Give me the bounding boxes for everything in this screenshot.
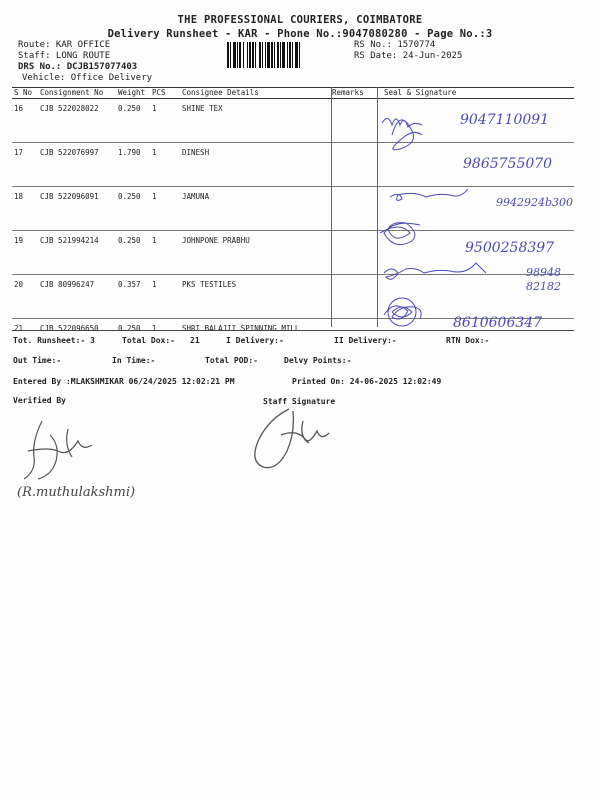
cell-pcs: 1	[150, 187, 180, 231]
vehicle-label: Vehicle: Office Delivery	[22, 73, 153, 83]
printed-on: Printed On: 24-06-2025 12:02:49	[292, 377, 442, 386]
total-runsheet: Tot. Runsheet:- 3	[13, 336, 95, 345]
cell-sno: 21	[12, 319, 38, 363]
cell-pcs: 1	[150, 99, 180, 143]
company-title: THE PROFESSIONAL COURIERS, COIMBATORE	[177, 14, 423, 26]
cell-weight: 0.357	[116, 275, 150, 319]
cell-consignment: CJB 521994214	[38, 231, 116, 275]
column-divider	[331, 87, 332, 327]
cell-consignment: CJB 80996247	[38, 275, 116, 319]
col-pcs: PCS	[150, 88, 180, 99]
verifier-name-handwritten: (R.muthulakshmi)	[17, 485, 136, 500]
handwritten-phone: 98948 82182	[526, 266, 561, 293]
cell-sno: 17	[12, 143, 38, 187]
cell-consignee: JOHNPONE PRABHU	[180, 231, 330, 275]
cell-pcs: 1	[150, 231, 180, 275]
runsheet-subtitle: Delivery Runsheet - KAR - Phone No.:9047080280 - Page No.:3	[107, 28, 493, 40]
drs-number: DRS No.: DCJB157077403	[18, 62, 138, 72]
barcode-image	[226, 42, 346, 68]
cell-pcs: 1	[150, 275, 180, 319]
col-seal: Seal & Signature	[382, 88, 574, 99]
staff-signature-label: Staff Signature	[263, 397, 336, 406]
in-time-label: In Time:-	[112, 356, 156, 365]
col-consignment: Consignment No	[38, 88, 116, 99]
handwritten-phone: 9047110091	[460, 112, 550, 128]
col-weight: Weight	[116, 88, 150, 99]
cell-sno: 18	[12, 187, 38, 231]
cell-pcs: 1	[150, 319, 180, 363]
cell-sno: 19	[12, 231, 38, 275]
handwritten-phone: 9500258397	[465, 240, 555, 256]
total-dox-value: 21	[190, 336, 200, 345]
rs-date: RS Date: 24-Jun-2025	[354, 51, 463, 61]
handwritten-phone: 9865755070	[463, 156, 553, 172]
cell-consignee: SHINE TEX	[180, 99, 330, 143]
cell-pcs: 1	[150, 143, 180, 187]
cell-consignment: CJB 522096650	[38, 319, 116, 363]
cell-weight: 1.790	[116, 143, 150, 187]
ii-delivery-label: II Delivery:-	[334, 336, 397, 345]
rtn-dox-label: RTN Dox:-	[446, 336, 490, 345]
total-pod-label: Total POD:-	[205, 356, 258, 365]
cell-consignment: CJB 522096091	[38, 187, 116, 231]
verifier-signature	[10, 415, 130, 495]
out-time-label: Out Time:-	[13, 356, 62, 365]
cell-weight: 0.250	[116, 99, 150, 143]
entered-by: Entered By :MLAKSHMIKAR 06/24/2025 12:02:21 PM	[13, 377, 235, 386]
total-dox-label: Total Dox:-	[122, 336, 175, 345]
cell-weight: 0.250	[116, 231, 150, 275]
staff-signature-image	[245, 405, 335, 475]
cell-weight: 0.250	[116, 187, 150, 231]
route-label: Route: KAR OFFICE	[18, 40, 111, 50]
cell-consignee: PKS TESTILES	[180, 275, 330, 319]
verified-by-label: Verified By	[13, 396, 66, 405]
rs-number: RS No.: 1570774	[354, 40, 436, 50]
col-remarks: Remarks	[330, 88, 382, 99]
col-consignee: Consignee Details	[180, 88, 330, 99]
cell-consignee: JAMUNA	[180, 187, 330, 231]
table-header-row	[12, 88, 574, 99]
cell-sno: 16	[12, 99, 38, 143]
i-delivery-label: I Delivery:-	[226, 336, 284, 345]
handwritten-phone: 8610606347	[453, 315, 543, 331]
cell-consignment: CJB 522028022	[38, 99, 116, 143]
seal-signatures-overlay	[370, 105, 590, 335]
cell-sno: 20	[12, 275, 38, 319]
cell-consignee: DINESH	[180, 143, 330, 187]
cell-consignee: SHRI BALAJII SPINNING MILL	[180, 319, 330, 363]
staff-label: Staff: LONG ROUTE	[18, 51, 111, 61]
cell-consignment: CJB 522076997	[38, 143, 116, 187]
handwritten-phone: 9942924b300	[496, 196, 574, 209]
col-sno: S No	[12, 88, 38, 99]
cell-weight: 0.250	[116, 319, 150, 363]
delvy-points-label: Delvy Points:-	[284, 356, 352, 365]
